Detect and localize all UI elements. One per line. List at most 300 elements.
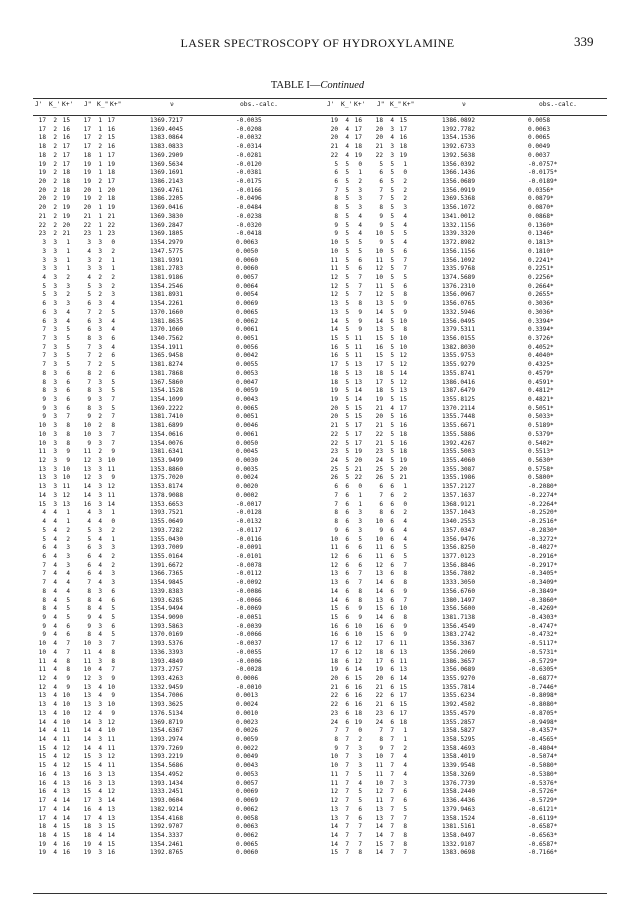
- cell-j-lower: 8: [87, 387, 91, 395]
- cell-kminus-lower: 5: [390, 291, 394, 299]
- cell-wavenumber: 1379.7269: [150, 744, 184, 752]
- cell-obs-calc: -0.0101: [236, 552, 262, 560]
- cell-wavenumber: 1353.6653: [150, 500, 184, 508]
- cell-kminus-lower: 2: [98, 143, 102, 151]
- cell-obs-calc: -0.0418: [236, 230, 262, 238]
- cell-j-lower: 11: [375, 282, 383, 290]
- cell-kminus-upper: 4: [53, 814, 57, 822]
- cell-kplus-upper: 3: [66, 282, 70, 290]
- cell-kplus-upper: 9: [66, 448, 70, 456]
- cell-obs-calc: -0.2520*: [528, 509, 558, 517]
- cell-kplus-upper: 18: [62, 186, 70, 194]
- cell-j-upper: 7: [42, 334, 46, 342]
- cell-kminus-upper: 4: [53, 587, 57, 595]
- cell-kplus-upper: 3: [66, 544, 70, 552]
- cell-kminus-upper: 5: [345, 282, 349, 290]
- cell-j-upper: 12: [38, 457, 46, 465]
- cell-kminus-upper: 3: [53, 265, 57, 273]
- cell-j-lower: 15: [375, 334, 383, 342]
- cell-kplus-lower: 19: [107, 204, 115, 212]
- cell-wavenumber: 1333.2451: [150, 788, 184, 796]
- cell-kminus-lower: 3: [98, 779, 102, 787]
- cell-j-upper: 9: [334, 744, 338, 752]
- cell-wavenumber: 1353.8174: [150, 483, 184, 491]
- cell-kplus-upper: 1: [66, 509, 70, 517]
- cell-j-lower: 5: [379, 160, 383, 168]
- cell-obs-calc: 0.1360*: [528, 221, 554, 229]
- cell-kplus-upper: 4: [66, 587, 70, 595]
- cell-kplus-upper: 4: [358, 212, 362, 220]
- cell-obs-calc: -0.0092: [236, 579, 262, 587]
- cell-kminus-lower: 4: [98, 831, 102, 839]
- cell-wavenumber: 1393.6285: [150, 596, 184, 604]
- cell-kminus-upper: 5: [345, 160, 349, 168]
- cell-wavenumber: 1333.3050: [442, 579, 476, 587]
- cell-kplus-lower: 18: [399, 718, 407, 726]
- cell-j-upper: 19: [38, 849, 46, 857]
- cell-kplus-lower: 3: [403, 204, 407, 212]
- cell-obs-calc: -0.7166*: [528, 849, 558, 857]
- cell-j-upper: 20: [330, 675, 338, 682]
- cell-kplus-upper: 4: [66, 317, 70, 325]
- cell-j-lower: 13: [83, 701, 91, 709]
- cell-kminus-upper: 6: [345, 605, 349, 613]
- cell-kplus-lower: 18: [107, 169, 115, 177]
- cell-kminus-lower: 4: [390, 404, 394, 412]
- cell-kminus-upper: 7: [345, 770, 349, 778]
- cell-wavenumber: 1355.7448: [442, 413, 476, 421]
- cell-kminus-lower: 2: [98, 256, 102, 264]
- cell-obs-calc: -0.3272*: [528, 535, 558, 543]
- cell-kminus-upper: 7: [345, 805, 349, 813]
- cell-j-upper: 8: [334, 736, 338, 744]
- cell-j-lower: 3: [87, 239, 91, 247]
- cell-kplus-lower: 7: [111, 640, 115, 648]
- cell-kplus-lower: 8: [403, 613, 407, 621]
- cell-obs-calc: 0.0062: [236, 805, 259, 813]
- cell-wavenumber: 1356.0495: [442, 317, 476, 325]
- cell-j-upper: 20: [38, 186, 46, 194]
- cell-kplus-upper: 0: [358, 483, 362, 491]
- cell-kminus-lower: 1: [98, 151, 102, 159]
- cell-j-lower: 5: [87, 291, 91, 299]
- cell-j-lower: 17: [83, 125, 91, 133]
- cell-j-upper: 20: [330, 134, 338, 142]
- cell-wavenumber: 1393.7282: [150, 526, 184, 534]
- cell-obs-calc: -0.0017: [236, 500, 262, 508]
- cell-kminus-upper: 5: [345, 404, 349, 412]
- cell-j-lower: 12: [83, 675, 91, 682]
- cell-obs-calc: -0.5726*: [528, 788, 558, 796]
- cell-kplus-lower: 13: [107, 770, 115, 778]
- cell-kplus-upper: 22: [354, 474, 362, 482]
- cell-j-upper: 18: [38, 151, 46, 159]
- cell-obs-calc: -0.0112: [236, 570, 262, 578]
- cell-kminus-upper: 6: [345, 518, 349, 526]
- cell-kplus-lower: 1: [403, 483, 407, 491]
- cell-kminus-upper: 6: [345, 613, 349, 621]
- cell-obs-calc: -0.0069: [236, 605, 262, 613]
- cell-kplus-lower: 6: [403, 797, 407, 805]
- cell-obs-calc: 0.0063: [236, 823, 259, 831]
- cell-kplus-upper: 1: [358, 491, 362, 499]
- cell-wavenumber: 1383.0698: [442, 849, 476, 857]
- cell-j-lower: 15: [375, 605, 383, 613]
- cell-kminus-lower: 4: [98, 762, 102, 770]
- cell-j-lower: 10: [375, 247, 383, 255]
- cell-kminus-lower: 1: [98, 186, 102, 194]
- cell-j-lower: 16: [83, 779, 91, 787]
- cell-wavenumber: 1357.2127: [442, 483, 476, 491]
- cell-kminus-upper: 6: [345, 526, 349, 534]
- cell-kminus-upper: 2: [53, 230, 57, 238]
- cell-kminus-upper: 2: [53, 160, 57, 168]
- cell-obs-calc: 0.3726*: [528, 334, 554, 342]
- cell-wavenumber: 1392.8765: [150, 849, 184, 857]
- cell-obs-calc: 0.0059: [236, 736, 259, 744]
- cell-wavenumber: 1339.3320: [442, 230, 476, 238]
- cell-kplus-lower: 2: [403, 186, 407, 194]
- cell-obs-calc: 0.5033*: [528, 413, 554, 421]
- cell-kminus-lower: 3: [98, 675, 102, 682]
- cell-j-lower: 19: [83, 195, 91, 203]
- cell-obs-calc: -0.0757*: [528, 160, 558, 168]
- cell-wavenumber: 1392.9707: [150, 823, 184, 831]
- cell-obs-calc: 0.5513*: [528, 448, 554, 456]
- cell-kplus-upper: 6: [358, 552, 362, 560]
- cell-kminus-lower: 3: [98, 849, 102, 857]
- cell-kminus-upper: 5: [345, 439, 349, 447]
- cell-j-upper: 10: [330, 762, 338, 770]
- cell-j-upper: 13: [330, 308, 338, 316]
- cell-wavenumber: 1354.0616: [150, 430, 184, 438]
- cell-j-lower: 19: [83, 849, 91, 857]
- cell-kplus-lower: 2: [111, 561, 115, 569]
- cell-kplus-upper: 17: [62, 151, 70, 159]
- cell-j-lower: 3: [87, 256, 91, 264]
- cell-kplus-upper: 5: [66, 326, 70, 334]
- cell-j-lower: 22: [375, 151, 383, 159]
- cell-obs-calc: 0.0049: [236, 753, 259, 761]
- cell-kminus-lower: 4: [98, 518, 102, 526]
- cell-wavenumber: 1379.9463: [442, 805, 476, 813]
- cell-kminus-upper: 5: [345, 265, 349, 273]
- cell-wavenumber: 1381.5161: [442, 823, 476, 831]
- cell-kplus-upper: 16: [62, 840, 70, 848]
- col-header-jp: J': [327, 101, 335, 108]
- cell-j-upper: 10: [38, 422, 46, 430]
- cell-j-upper: 12: [330, 291, 338, 299]
- cell-obs-calc: -0.0189*: [528, 178, 558, 186]
- cell-j-lower: 11: [83, 648, 91, 656]
- cell-wavenumber: 1369.5368: [442, 195, 476, 203]
- cell-kminus-upper: 4: [53, 518, 57, 526]
- cell-kminus-lower: 3: [98, 326, 102, 334]
- cell-kplus-lower: 16: [399, 422, 407, 430]
- cell-kplus-upper: 16: [62, 125, 70, 133]
- cell-j-upper: 10: [330, 247, 338, 255]
- cell-j-upper: 13: [38, 483, 46, 491]
- cell-j-lower: 16: [375, 343, 383, 351]
- cell-kplus-upper: 5: [66, 361, 70, 369]
- cell-kplus-lower: 2: [111, 526, 115, 534]
- cell-kplus-lower: 15: [399, 683, 407, 691]
- cell-obs-calc: 0.0010: [236, 709, 259, 717]
- cell-kminus-lower: 3: [98, 282, 102, 290]
- cell-wavenumber: 1381.7868: [150, 369, 184, 377]
- cell-kplus-lower: 2: [111, 282, 115, 290]
- cell-kminus-upper: 3: [53, 369, 57, 377]
- cell-wavenumber: 1340.2553: [442, 518, 476, 526]
- cell-kplus-upper: 6: [66, 396, 70, 403]
- cell-j-upper: 8: [334, 518, 338, 526]
- cell-kminus-lower: 6: [390, 683, 394, 691]
- cell-j-upper: 5: [42, 535, 46, 543]
- cell-kminus-upper: 6: [345, 631, 349, 639]
- cell-kminus-lower: 6: [390, 613, 394, 621]
- cell-kminus-upper: 4: [53, 640, 57, 648]
- cell-j-upper: 7: [334, 500, 338, 508]
- cell-kminus-upper: 6: [345, 648, 349, 656]
- cell-wavenumber: 1370.1660: [150, 308, 184, 316]
- cell-obs-calc: 0.2241*: [528, 256, 554, 264]
- cell-kminus-upper: 2: [53, 178, 57, 186]
- cell-obs-calc: -0.8705*: [528, 709, 558, 717]
- cell-wavenumber: 1355.7814: [442, 683, 476, 691]
- cell-kplus-upper: 9: [358, 317, 362, 325]
- col-header-oc: obs.-calc.: [240, 101, 278, 108]
- cell-kplus-upper: 16: [354, 692, 362, 700]
- cell-wavenumber: 1355.6234: [442, 692, 476, 700]
- cell-kplus-lower: 10: [107, 727, 115, 735]
- cell-j-upper: 8: [334, 195, 338, 203]
- cell-kplus-upper: 19: [354, 151, 362, 159]
- cell-kplus-lower: 9: [111, 709, 115, 717]
- cell-j-upper: 13: [330, 579, 338, 587]
- cell-kminus-upper: 3: [53, 239, 57, 247]
- cell-kplus-lower: 9: [403, 631, 407, 639]
- cell-j-lower: 8: [379, 509, 383, 517]
- cell-obs-calc: 0.5630*: [528, 457, 554, 465]
- cell-j-lower: 7: [379, 186, 383, 194]
- cell-kplus-lower: 19: [399, 151, 407, 159]
- cell-kminus-lower: 7: [390, 840, 394, 848]
- cell-kminus-upper: 3: [53, 300, 57, 308]
- cell-kplus-upper: 14: [62, 797, 70, 805]
- cell-wavenumber: 1386.2143: [150, 178, 184, 186]
- cell-kplus-upper: 9: [66, 457, 70, 465]
- cell-j-upper: 19: [38, 160, 46, 168]
- cell-wavenumber: 1356.1092: [442, 256, 476, 264]
- cell-kminus-upper: 6: [345, 587, 349, 595]
- cell-j-upper: 12: [330, 788, 338, 796]
- cell-kplus-lower: 16: [107, 143, 115, 151]
- cell-j-upper: 14: [330, 840, 338, 848]
- cell-kplus-upper: 15: [62, 117, 70, 124]
- cell-obs-calc: -0.0051: [236, 613, 262, 621]
- cell-j-lower: 23: [375, 709, 383, 717]
- cell-kplus-upper: 0: [358, 727, 362, 735]
- cell-kplus-lower: 9: [111, 675, 115, 682]
- cell-j-lower: 4: [87, 273, 91, 281]
- cell-kplus-upper: 1: [66, 239, 70, 247]
- cell-wavenumber: 1354.1528: [150, 387, 184, 395]
- cell-kplus-lower: 6: [403, 282, 407, 290]
- cell-wavenumber: 1354.9494: [150, 605, 184, 613]
- cell-j-upper: 13: [330, 805, 338, 813]
- cell-kminus-lower: 7: [390, 727, 394, 735]
- cell-kminus-upper: 7: [345, 797, 349, 805]
- cell-wavenumber: 1392.4267: [442, 439, 476, 447]
- cell-wavenumber: 1356.8250: [442, 544, 476, 552]
- cell-wavenumber: 1369.0416: [150, 204, 184, 212]
- cell-kplus-lower: 23: [107, 230, 115, 238]
- cell-kplus-lower: 2: [403, 509, 407, 517]
- cell-kplus-lower: 20: [107, 186, 115, 194]
- cell-j-lower: 8: [379, 736, 383, 744]
- cell-kplus-lower: 6: [403, 247, 407, 255]
- cell-j-upper: 24: [330, 718, 338, 726]
- cell-kplus-upper: 21: [62, 230, 70, 238]
- cell-j-upper: 7: [42, 561, 46, 569]
- cell-kplus-lower: 7: [403, 265, 407, 273]
- cell-kminus-upper: 4: [53, 683, 57, 691]
- cell-kplus-upper: 14: [354, 387, 362, 395]
- cell-kminus-upper: 6: [345, 596, 349, 604]
- cell-obs-calc: -0.2917*: [528, 561, 558, 569]
- cell-j-upper: 17: [38, 125, 46, 133]
- cell-j-upper: 3: [42, 265, 46, 273]
- cell-wavenumber: 1393.5376: [150, 640, 184, 648]
- cell-j-lower: 5: [87, 282, 91, 290]
- cell-kminus-upper: 4: [53, 770, 57, 778]
- cell-kminus-lower: 7: [390, 805, 394, 813]
- cell-kplus-lower: 12: [107, 788, 115, 796]
- cell-j-upper: 19: [330, 117, 338, 124]
- cell-j-upper: 12: [330, 552, 338, 560]
- cell-wavenumber: 1358.5295: [442, 736, 476, 744]
- cell-kminus-upper: 4: [53, 779, 57, 787]
- cell-j-upper: 6: [42, 552, 46, 560]
- cell-kminus-upper: 3: [53, 334, 57, 342]
- cell-j-lower: 7: [87, 308, 91, 316]
- cell-kplus-upper: 1: [66, 518, 70, 526]
- cell-kminus-lower: 3: [98, 334, 102, 342]
- cell-kminus-upper: 4: [53, 718, 57, 726]
- cell-j-upper: 16: [38, 779, 46, 787]
- cell-j-upper: 5: [42, 282, 46, 290]
- cell-kminus-lower: 6: [390, 500, 394, 508]
- cell-wavenumber: 1369.1805: [150, 230, 184, 238]
- cell-kminus-upper: 3: [53, 326, 57, 334]
- cell-wavenumber: 1369.7217: [150, 117, 184, 124]
- cell-j-upper: 13: [330, 814, 338, 822]
- cell-kminus-upper: 4: [53, 648, 57, 656]
- cell-wavenumber: 1356.5600: [442, 605, 476, 613]
- cell-kplus-lower: 12: [399, 361, 407, 369]
- cell-kplus-upper: 3: [358, 526, 362, 534]
- cell-wavenumber: 1356.6760: [442, 587, 476, 595]
- cell-kplus-lower: 6: [111, 622, 115, 630]
- cell-kminus-lower: 5: [390, 300, 394, 308]
- cell-wavenumber: 1373.2757: [150, 666, 184, 674]
- cell-obs-calc: 0.0024: [236, 474, 259, 482]
- cell-obs-calc: -0.0132: [236, 518, 262, 526]
- cell-kminus-lower: 3: [98, 701, 102, 709]
- cell-wavenumber: 1375.7020: [150, 474, 184, 482]
- cell-j-upper: 10: [330, 753, 338, 761]
- cell-kplus-lower: 18: [399, 430, 407, 438]
- cell-kminus-upper: 5: [345, 465, 349, 473]
- cell-kplus-lower: 9: [111, 474, 115, 482]
- cell-j-upper: 6: [42, 300, 46, 308]
- cell-wavenumber: 1332.1156: [442, 221, 476, 229]
- cell-j-lower: 20: [375, 125, 383, 133]
- cell-kminus-lower: 3: [98, 265, 102, 273]
- cell-kminus-lower: 6: [390, 631, 394, 639]
- cell-obs-calc: -0.4027*: [528, 544, 558, 552]
- cell-j-upper: 17: [38, 117, 46, 124]
- cell-obs-calc: 0.3394*: [528, 317, 554, 325]
- cell-j-upper: 9: [42, 413, 46, 421]
- cell-kplus-lower: 20: [399, 465, 407, 473]
- cell-kminus-upper: 5: [345, 369, 349, 377]
- cell-kplus-lower: 8: [111, 657, 115, 665]
- cell-kplus-upper: 10: [354, 631, 362, 639]
- cell-j-upper: 9: [42, 613, 46, 621]
- cell-kplus-lower: 4: [111, 300, 115, 308]
- cell-kplus-upper: 4: [358, 221, 362, 229]
- cell-wavenumber: 1378.9088: [150, 491, 184, 499]
- cell-j-lower: 17: [375, 640, 383, 648]
- cell-kminus-lower: 4: [98, 648, 102, 656]
- cell-wavenumber: 1339.9548: [442, 762, 476, 770]
- cell-kminus-lower: 6: [390, 544, 394, 552]
- cell-wavenumber: 1355.3087: [442, 465, 476, 473]
- cell-j-upper: 17: [330, 640, 338, 648]
- cell-j-upper: 17: [38, 814, 46, 822]
- cell-wavenumber: 1355.9279: [442, 361, 476, 369]
- cell-obs-calc: -0.5376*: [528, 779, 558, 787]
- cell-j-upper: 18: [330, 657, 338, 665]
- cell-wavenumber: 1354.2979: [150, 239, 184, 247]
- cell-kminus-lower: 5: [390, 343, 394, 351]
- cell-j-lower: 19: [83, 169, 91, 177]
- cell-wavenumber: 1355.9753: [442, 352, 476, 360]
- cell-kplus-lower: 16: [399, 134, 407, 142]
- cell-obs-calc: 0.5800*: [528, 474, 554, 482]
- cell-kplus-lower: 2: [403, 744, 407, 752]
- cell-kminus-upper: 5: [345, 361, 349, 369]
- cell-kminus-upper: 6: [345, 509, 349, 517]
- cell-j-upper: 9: [42, 396, 46, 403]
- cell-kminus-upper: 4: [53, 744, 57, 752]
- cell-kminus-upper: 2: [53, 212, 57, 220]
- cell-j-lower: 12: [83, 457, 91, 465]
- cell-kplus-lower: 9: [403, 587, 407, 595]
- cell-kminus-upper: 5: [345, 300, 349, 308]
- cell-wavenumber: 1356.2069: [442, 648, 476, 656]
- cell-kplus-upper: 12: [62, 753, 70, 761]
- cell-j-lower: 22: [83, 221, 91, 229]
- cell-kminus-lower: 3: [98, 343, 102, 351]
- cell-kplus-lower: 16: [399, 439, 407, 447]
- cell-kminus-lower: 3: [98, 500, 102, 508]
- cell-kminus-lower: 2: [98, 413, 102, 421]
- cell-j-lower: 6: [87, 326, 91, 334]
- cell-wavenumber: 1382.9214: [150, 805, 184, 813]
- cell-kplus-lower: 4: [403, 535, 407, 543]
